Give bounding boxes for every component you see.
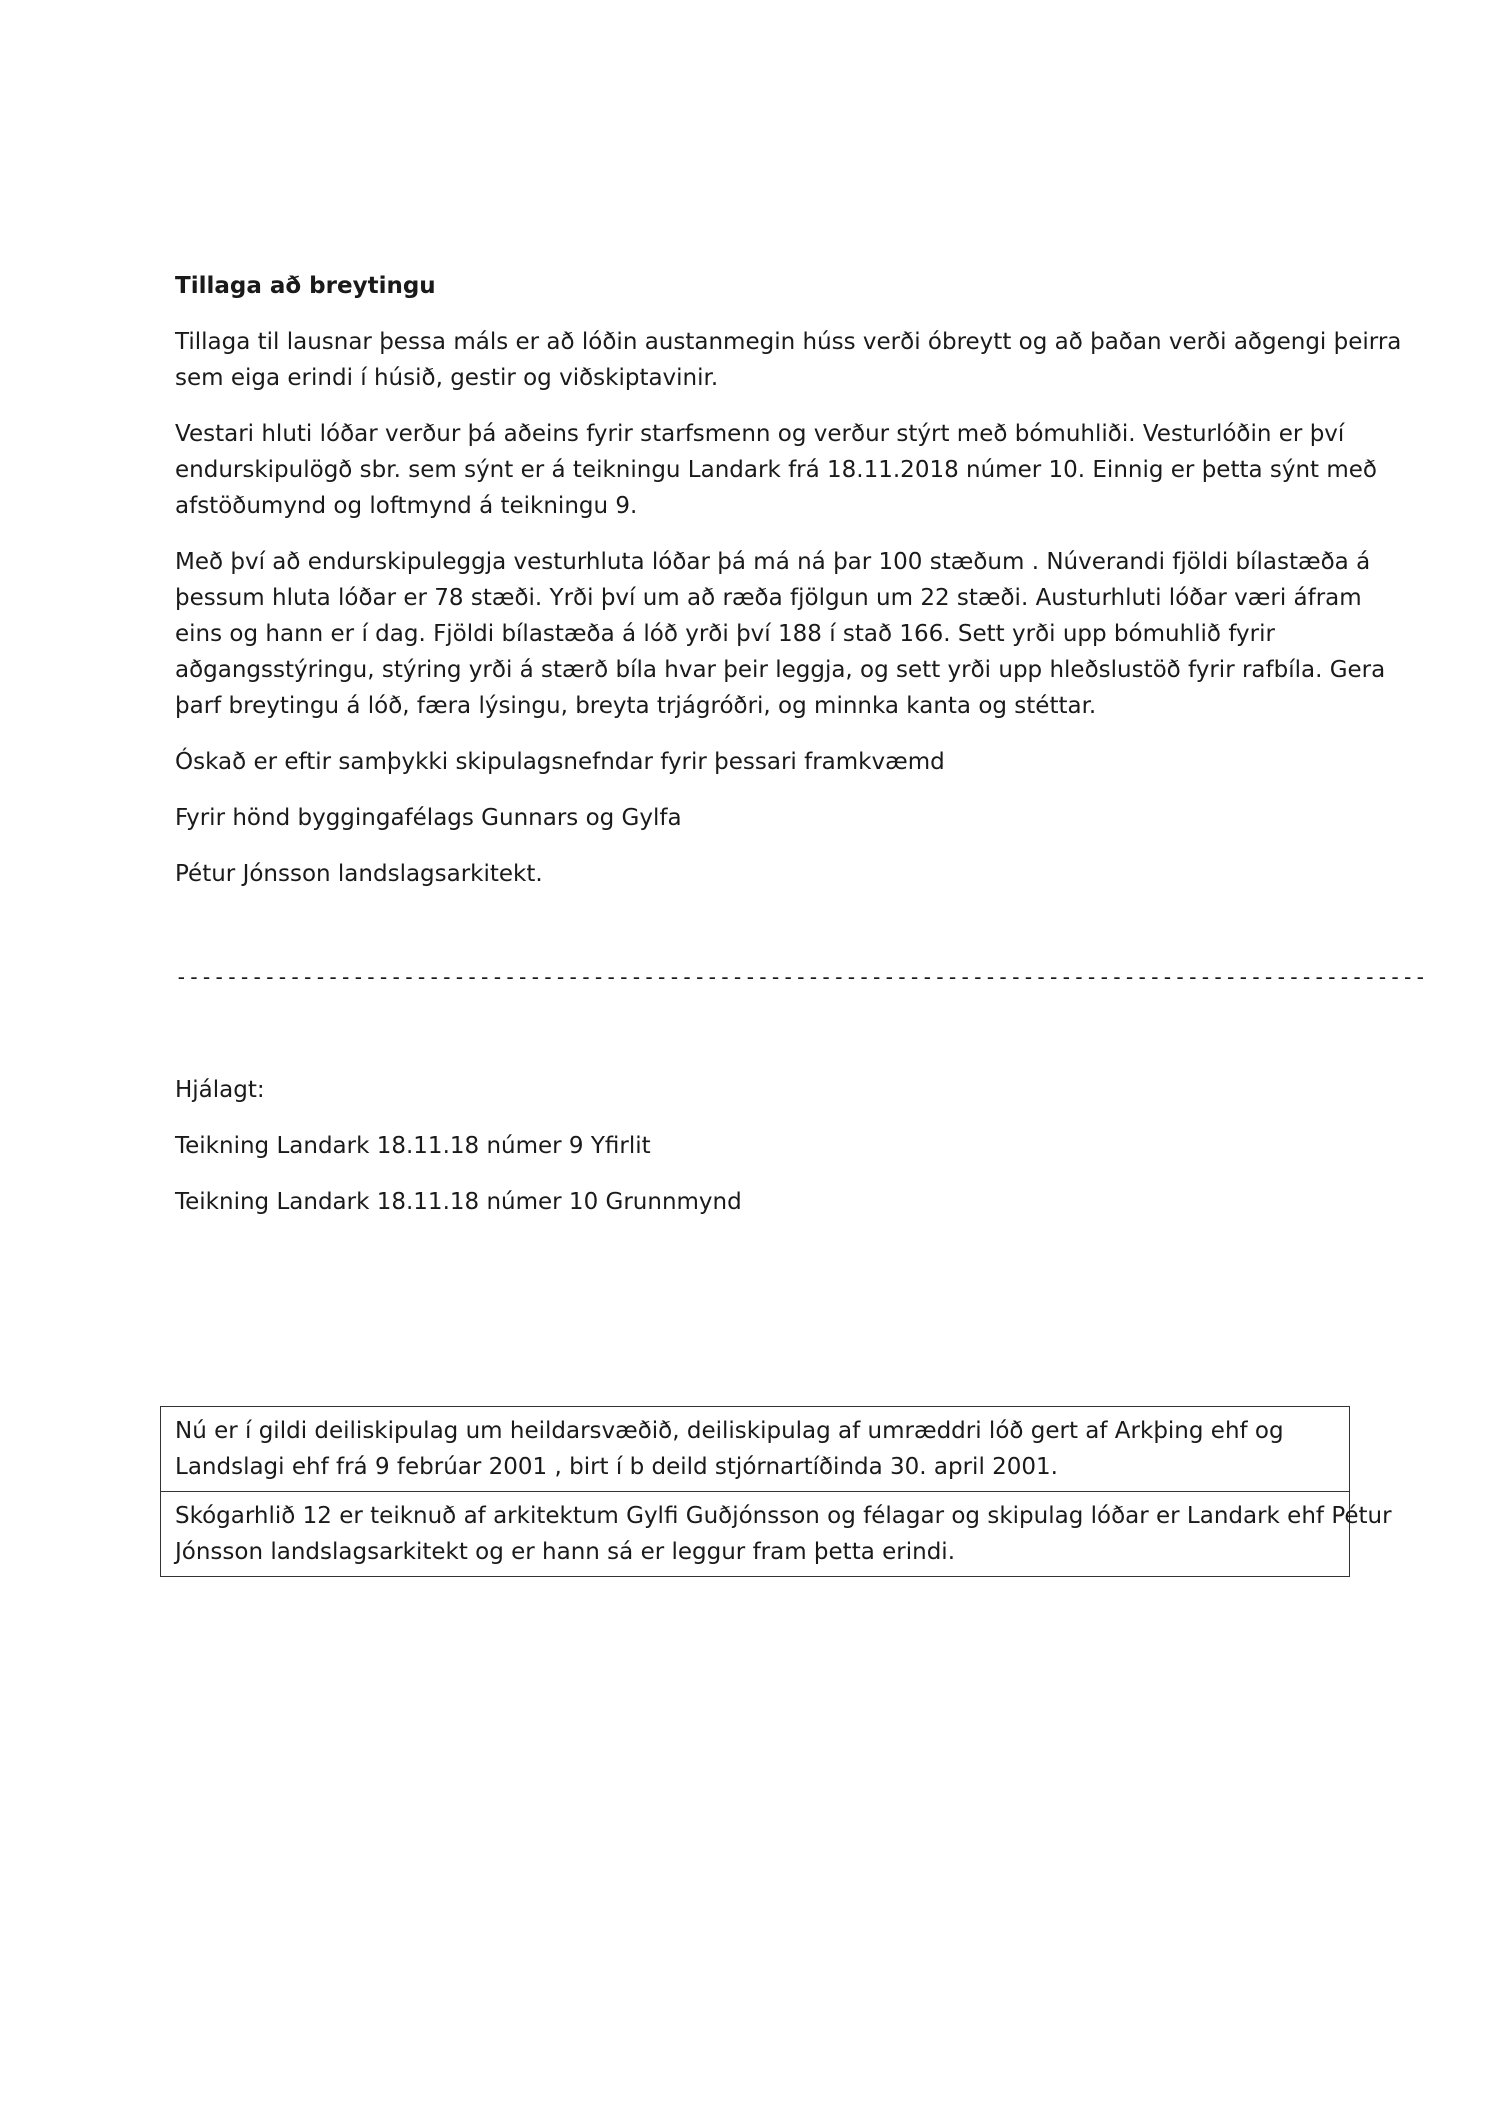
text-line: Landslagi ehf frá 9 febrúar 2001 , birt í b deild stjórnartíðinda 30. april 2001.: [175, 1454, 1058, 1480]
paragraph-request: [175, 744, 1375, 780]
text-line: Jónsson landslagsarkitekt og er hann sá er leggur fram þetta erindi.: [175, 1539, 956, 1565]
attachment-item: Teikning Landark 18.11.18 númer 9 Yfirlit: [175, 1133, 651, 1159]
text-line: Pétur Jónsson landslagsarkitekt.: [175, 861, 543, 887]
section-heading: Tillaga að breytingu: [175, 273, 436, 299]
info-box: [160, 1406, 1392, 1577]
text-line: Nú er í gildi deiliskipulag um heildarsvæðið, deiliskipulag af umræddri lóð gert af Arkþing ehf og: [175, 1418, 1284, 1444]
paragraph-west-lot: [175, 416, 1378, 524]
attachments-section: [175, 1072, 1375, 1240]
text-line: Fyrir hönd byggingafélags Gunnars og Gylfa: [175, 805, 682, 831]
text-line: Tillaga til lausnar þessa máls er að lóðin austanmegin húss verði óbreytt og að þaðan verði aðgengi þeirra: [175, 329, 1402, 355]
attachment-item: Teikning Landark 18.11.18 númer 10 Grunnmynd: [175, 1189, 742, 1215]
text-line: Óskað er eftir samþykki skipulagsnefndar fyrir þessari framkvæmd: [175, 749, 945, 775]
text-line: þessum hluta lóðar er 78 stæði. Yrði því um að ræða fjölgun um 22 stæði. Austurhluti lóðar væri áfram: [175, 585, 1362, 611]
text-line: eins og hann er í dag. Fjöldi bílastæða á lóð yrði því 188 í stað 166. Sett yrði upp bómuhlið fyrir: [175, 621, 1275, 647]
paragraph-proposal: [175, 324, 1402, 396]
text-line: sem eiga erindi í húsið, gestir og viðskiptavinir.: [175, 365, 719, 391]
info-row-zoning: [161, 1407, 1349, 1491]
paragraph-signature: [175, 856, 1375, 892]
dashed-divider: ---------------------------------------------------------------------------------------------------: [175, 965, 1427, 989]
attachments-label: Hjálagt:: [175, 1077, 265, 1103]
paragraph-on-behalf: [175, 800, 1375, 836]
text-line: þarf breytingu á lóð, færa lýsingu, breyta trjágróðri, og minnka kanta og stéttar.: [175, 693, 1097, 719]
text-line: Með því að endurskipuleggja vesturhluta lóðar þá má ná þar 100 stæðum . Núverandi fjöldi bílastæða á: [175, 549, 1371, 575]
paragraph-parking: [175, 544, 1386, 724]
text-line: Skógarhlið 12 er teiknuð af arkitektum Gylfi Guðjónsson og félagar og skipulag lóðar er Landark ehf Pétur: [175, 1503, 1392, 1529]
main-content: [175, 268, 1402, 912]
text-line: aðgangsstýringu, stýring yrði á stærð bíla hvar þeir leggja, og sett yrði upp hleðslustöð fyrir rafbíla. Gera: [175, 657, 1386, 683]
text-line: endurskipulögð sbr. sem sýnt er á teikningu Landark frá 18.11.2018 númer 10. Einnig er þetta sýnt með: [175, 457, 1378, 483]
info-row-architects: [161, 1491, 1392, 1576]
text-line: afstöðumynd og loftmynd á teikningu 9.: [175, 493, 638, 519]
text-line: Vestari hluti lóðar verður þá aðeins fyrir starfsmenn og verður stýrt með bómuhliði. Vesturlóðin er því: [175, 421, 1345, 447]
